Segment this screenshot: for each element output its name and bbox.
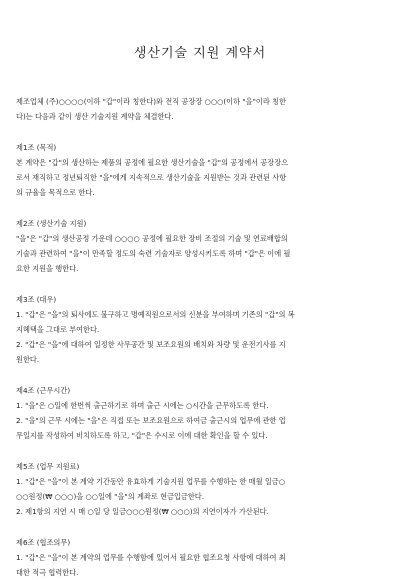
article-body: "을"은 "갑"의 생산공정 가운데 ○○○○ 공정에 필요한 장비 조절의 기술 및 연료배합의 기술과 관련하여 "을"이 만족할 정도의 숙련 기술자로 양성시키도록 하며 "갑"은 이에 필 요한 지원을 행한다.: [16, 234, 291, 273]
article-heading: 제3조 (대우): [16, 295, 57, 304]
article-heading: 제2조 (생산기술 지원): [16, 219, 87, 228]
article-body: 본 계약은 "갑"의 생산하는 제품의 공정에 필요한 생산기술을 "갑"의 공정에서 공장장으 로서 재직하고 정년퇴직한 "을"에게 지속적으로 생산기술을 지원받는 것과 관련된 사항 의 규율을 목적으로 한다.: [16, 158, 289, 197]
intro-paragraph: 제조업체 (주)○○○○(이하 "갑"이라 칭한다)와 전직 공장장 ○○○(이하 "을"이라 칭한 다)는 다음과 같이 생산 기술지원 계약을 체결한다.: [16, 97, 286, 121]
article-body: 1. "갑"은 "을"의 퇴사에도 불구하고 명예직원으로서의 신분을 부여하며 기존의 "갑"의 복 지혜택을 그대로 부여한다. 2. "갑"은 "을"에 대하여 일정한 사무공간 및 보조요원의 배치와 차량 및 운전기사를 지 원한다.: [16, 310, 295, 364]
article-2: [16, 216, 384, 276]
article-5: [16, 459, 384, 519]
article-heading: 제4조 (근무시간): [16, 386, 71, 395]
article-4: [16, 383, 384, 443]
article-heading: 제1조 (목적): [16, 143, 57, 152]
article-3: [16, 292, 384, 367]
article-body: 1. "갑"은 "을"이 본 계약 기간동안 유효하게 기술지원 업무를 수행하는 한 매월 일금○ ○○원정(₩ ○○○)을 ○○일에 "을"의 계좌로 현금입금한다. 2. 제1항의 지연 시 매 ○일 당 일금○○○원정(₩ ○○○)의 지연이자가 가산된다.: [16, 477, 286, 516]
article-body: 1. "갑"은 "을"이 본 계약의 업무를 수행함에 있어서 필요한 협조요청 사항에 대하여 최 대한 적극 협력한다.: [16, 553, 286, 577]
article-heading: 제5조 (업무 지원료): [16, 462, 80, 471]
article-6: [16, 535, 384, 580]
article-heading: 제6조 (협조의무): [16, 538, 71, 547]
article-body: 1. "을"은 ○일에 한번씩 출근하기로 하며 출근 시에는 ○시간을 근무하도록 한다. 2. "을"의 근무 시에는 "을"은 직접 또는 보조요원으로 하여금 출근시의 업무에 관한 업 무일지를 작성하여 비치하도록 하고, "갑"은 수시로 이에 대한 확인을 할 수 있다.: [16, 401, 286, 440]
document-title: 생산기술 지원 계약서: [133, 46, 267, 61]
article-1: [16, 140, 384, 200]
